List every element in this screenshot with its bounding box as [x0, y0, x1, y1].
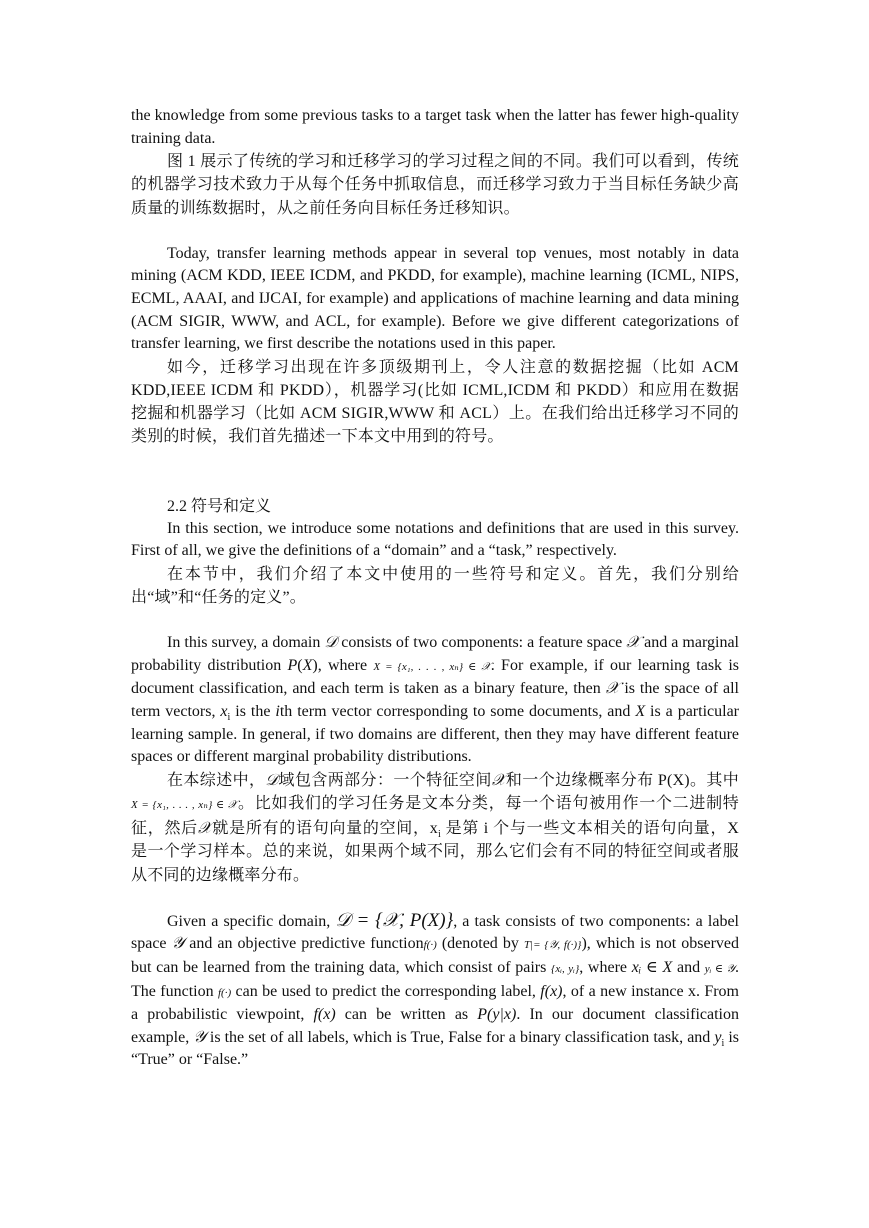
math-T-definition: T|= {𝒴, f(·)}	[523, 939, 582, 952]
math-domain-D: 𝒟	[324, 634, 338, 652]
paragraph-en-domain-definition: In this survey, a domain 𝒟 consists of two components: a feature space 𝒳 and a marginal probability distribution P(X), where X = {x₁, . . . , xₙ} ∈ 𝒳. For example, if our learning task is document classification, and each term is taken as a binary feature, then 𝒳 is the space of all term vectors, $x_i$ is the ith term vector corresponding to some documents, and X is a particular learning sample. In general, if two domains are different, then they may have different feature spaces or different marginal probability distributions.	[131, 634, 740, 766]
math-f-of-x: f(x)	[313, 1006, 336, 1024]
body-text	[131, 105, 739, 1072]
math-label-space-Y: 𝒴	[171, 935, 185, 953]
section-heading: 2.2 符号和定义	[167, 497, 272, 515]
paragraph-en-notations: In this section, we introduce some notations and definitions that are used in this survey. First of all, we give the definitions of a “domain” and a “task,” respectively.	[131, 519, 739, 560]
math-xi-in-X: xᵢ ∈ X	[631, 958, 673, 976]
math-X-definition: X = {x₁, . . . , xₙ} ∈ 𝒳	[373, 660, 491, 673]
math-D-definition: 𝒟 = {𝒳, P(X)}	[335, 909, 454, 931]
math-feature-space-X: 𝒳	[605, 680, 620, 698]
math-f-of-x: f(x)	[540, 982, 563, 1000]
spacer	[131, 220, 739, 243]
spacer	[131, 449, 739, 495]
math-X-definition: X = {x₁, . . . , xₙ} ∈ 𝒳	[131, 798, 238, 811]
math-feature-space-X: 𝒳	[491, 771, 506, 789]
paragraph-zh-venues: 如今，迁移学习出现在许多顶级期刊上，令人注意的数据挖掘（比如 ACM KDD,IEEE ICDM 和 PKDD），机器学习(比如 ICML,ICDM 和 PKDD）和应用在数据挖掘和机器学习（比如 ACM SIGIR,WWW 和 ACL）上。在我们给出迁移学习不同的类别的时候，我们首先描述一下本文中用到的符号。	[131, 358, 739, 446]
math-yi-in-Y: yᵢ ∈ 𝒴	[704, 962, 736, 975]
math-pairs: {xᵢ, yᵢ}	[551, 962, 580, 975]
paragraph-en-continuation: the knowledge from some previous tasks to a target task when the latter has fewer high-quality training data.	[131, 107, 739, 147]
math-domain-D: 𝒟	[265, 771, 279, 789]
math-f-dot: f(·)	[423, 939, 437, 952]
paragraph-zh-domain-definition: 在本综述中，𝒟域包含两部分：一个特征空间𝒳和一个边缘概率分布 P(X)。其中X = {x₁, . . . , xₙ} ∈ 𝒳。比如我们的学习任务是文本分类，每一个语句被用作一个二进制特征，然后𝒳就是所有的语句向量的空间，$x_i$ 是第 i 个与一些文本相关的语句向量，X 是一个学习样本。总的来说，如果两个域不同，那么它们会有不同的特征空间或者服从不同的边缘概率分布。	[131, 771, 739, 884]
spacer	[131, 609, 739, 632]
paragraph-zh-notations: 在本节中，我们介绍了本文中使用的一些符号和定义。首先，我们分别给出“域”和“任务的定义”。	[131, 565, 739, 606]
math-feature-space-X: 𝒳	[626, 634, 641, 652]
paragraph-en-task-definition: Given a specific domain, 𝒟 = {𝒳, P(X)}, a task consists of two components: a label space 𝒴 and an objective predictive functionf(·) (denoted by T|= {𝒴, f(·)}), which is not observed but can be learned from the training data, which consist of pairs {xᵢ, yᵢ}, where xᵢ ∈ X and yᵢ ∈ 𝒴. The function f(·) can be used to predict the corresponding label, f(x), of a new instance x. From a probabilistic viewpoint, f(x) can be written as P(y|x). In our document classification example, 𝒴 is the set of all labels, which is True, False for a binary classification task, and $y_i$ is “True” or “False.”	[131, 909, 740, 1069]
math-feature-space-X: 𝒳	[197, 820, 212, 838]
paragraph-en-venues: Today, transfer learning methods appear in several top venues, most notably in data mining (ACM KDD, IEEE ICDM, and PKDD, for example), machine learning (ICML, NIPS, ECML, AAAI, and IJCAI, for example) and applications of machine learning and data mining (ACM SIGIR, WWW, and ACL, for example). Before we give different categorizations of transfer learning, we first describe the notations used in this paper.	[131, 244, 739, 353]
paragraph-zh-figure1: 图 1 展示了传统的学习和迁移学习的学习过程之间的不同。我们可以看到，传统的机器学习技术致力于从每个任务中抓取信息，而迁移学习致力于当目标任务缺少高质量的训练数据时，从之前任务向目标任务迁移知识。	[131, 153, 739, 217]
math-P-y-given-x: P(y|x)	[477, 1006, 517, 1024]
math-label-space-Y: 𝒴	[193, 1028, 206, 1046]
spacer	[131, 887, 739, 910]
math-f-dot: f(·)	[217, 986, 232, 999]
